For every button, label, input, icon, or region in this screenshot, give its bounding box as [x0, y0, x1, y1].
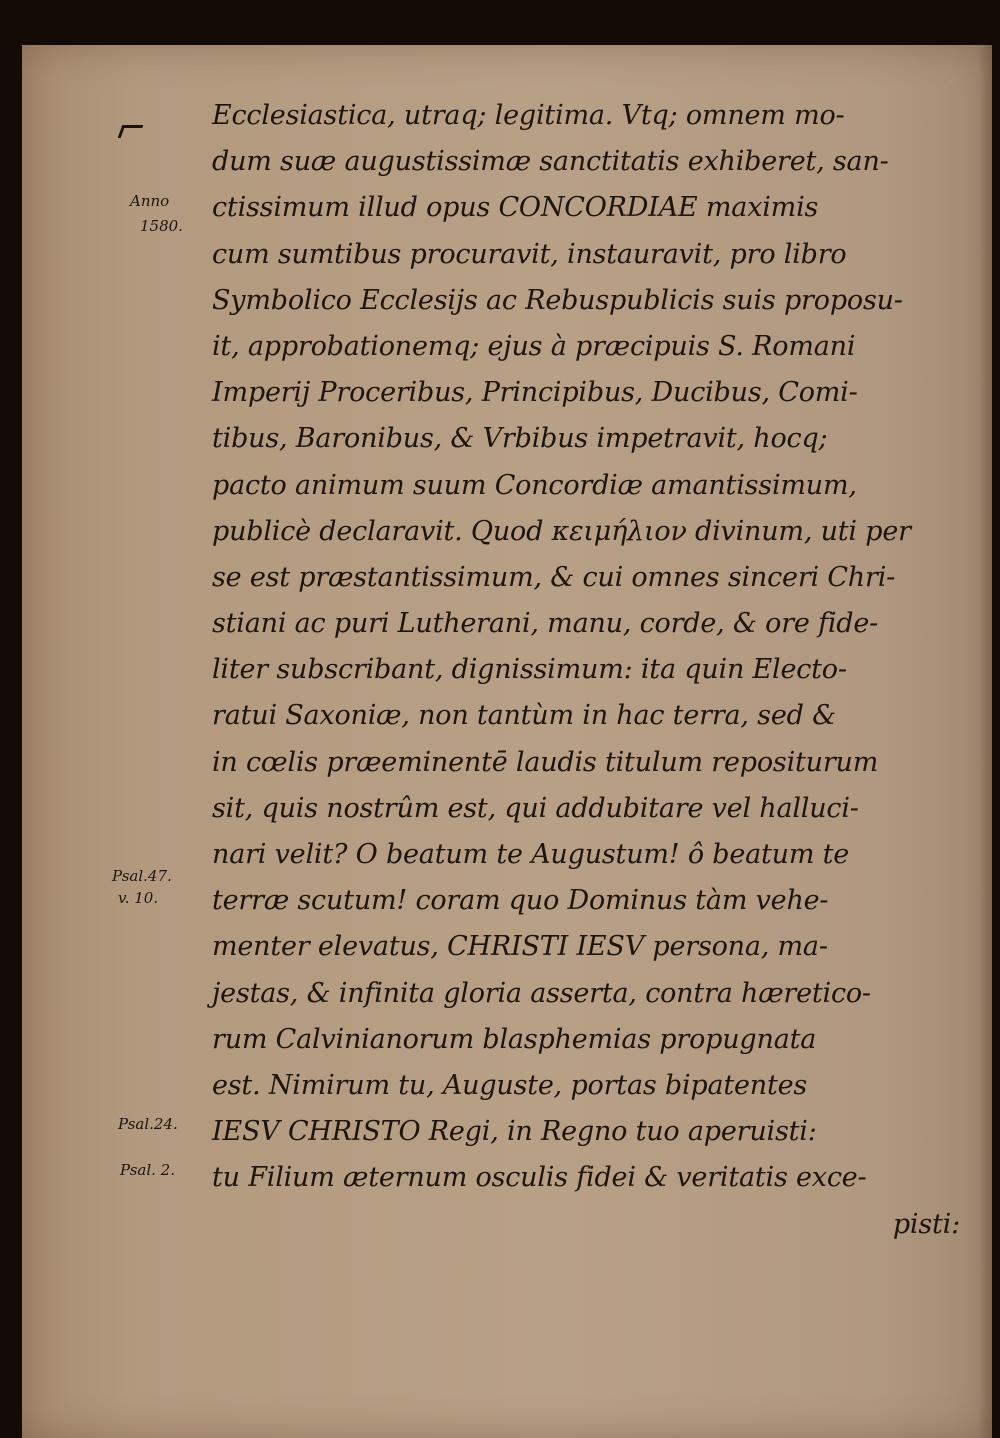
margin-note-verse-10: v. 10.	[118, 889, 159, 907]
text-line: nari velit? O beatum te Augustum! ô beatum te	[212, 839, 850, 870]
text-line: ctissimum illud opus CONCORDIAE maximis	[212, 192, 819, 224]
page-edge-shadow	[978, 45, 992, 1438]
text-line: se est præstantissimum, & cui omnes sinceri Chri-	[212, 561, 896, 593]
margin-note-anno: Anno	[130, 192, 170, 210]
text-line: tibus, Baronibus, & Vrbibus impetravit, hocq;	[212, 423, 828, 455]
text-line: Imperij Proceribus, Principibus, Ducibus, Comi-	[212, 377, 858, 409]
text-line: stiani ac puri Lutherani, manu, corde, & ore fide-	[212, 608, 879, 640]
text-line: sit, quis nostrûm est, qui addubitare vel halluci-	[212, 792, 859, 824]
text-line: rum Calvinianorum blasphemias propugnata	[212, 1023, 817, 1055]
text-line: IESV CHRISTO Regi, in Regno tuo aperuisti:	[212, 1116, 817, 1148]
margin-note-psalm-2: Psal. 2.	[120, 1161, 175, 1179]
text-line: in cœlis præeminentē laudis titulum repositurum	[212, 746, 879, 778]
text-line: it, approbationemq; ejus à præcipuis S. Romani	[212, 330, 856, 362]
margin-note-psalm-47: Psal.47.	[112, 867, 172, 885]
catchword: pisti:	[892, 1208, 960, 1240]
text-line: liter subscribant, dignissimum: ita quin Electo-	[212, 654, 847, 686]
body-text	[212, 93, 964, 1248]
text-line: pacto animum suum Concordiæ amantissimum,	[212, 469, 857, 501]
text-line: cum sumtibus procuravit, instauravit, pro libro	[212, 238, 847, 270]
margin-note-year: 1580.	[140, 217, 183, 235]
margin-note-psalm-24: Psal.24.	[118, 1115, 178, 1133]
text-line: menter elevatus, CHRISTI IESV persona, ma-	[212, 931, 828, 963]
text-line: tu Filium æternum osculis fidei & veritatis exce-	[212, 1162, 867, 1194]
text-line: Symbolico Ecclesijs ac Rebuspublicis suis proposu-	[212, 284, 903, 316]
text-line: jestas, & infinita gloria asserta, contra hæretico-	[212, 977, 871, 1009]
corner-mark	[118, 125, 144, 138]
text-line: est. Nimirum tu, Auguste, portas bipatentes	[212, 1069, 808, 1101]
text-line: terræ scutum! coram quo Dominus tàm vehe-	[212, 885, 829, 917]
text-line: publicè declaravit. Quod κειμήλιον divinum, uti per	[212, 515, 911, 547]
text-line: ratui Saxoniæ, non tantùm in hac terra, sed &	[212, 700, 836, 732]
text-line: Ecclesiastica, utraq; legitima. Vtq; omnem mo-	[212, 100, 845, 131]
text-line: dum suæ augustissimæ sanctitatis exhiberet, san-	[212, 146, 889, 178]
